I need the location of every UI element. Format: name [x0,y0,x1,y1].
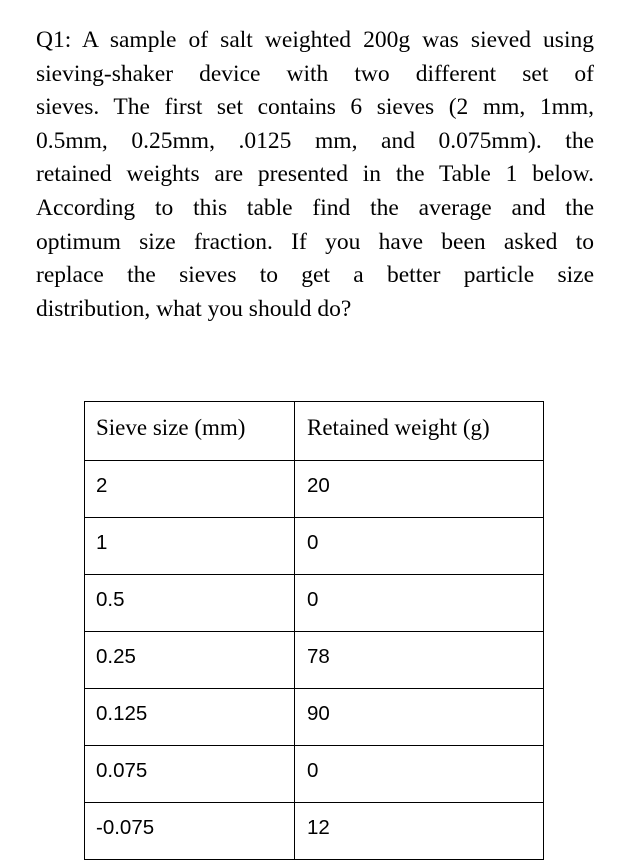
cell-retained-weight: 0 [295,518,544,575]
table-row [85,575,544,632]
cell-sieve-size: -0.075 [85,803,295,860]
cell-sieve-size: 0.075 [85,746,295,803]
table-row [85,746,544,803]
question-line: retained weights are presented in the Table 1 below. [36,161,594,188]
question-line: sieving-shaker device with two different set of [36,60,594,87]
cell-sieve-size: 0.5 [85,575,295,632]
question-line: replace the sieves to get a better particle size [36,262,594,289]
table-row [85,632,544,689]
cell-sieve-size: 1 [85,518,295,575]
table-header-row [85,402,544,461]
table-row [85,689,544,746]
cell-retained-weight: 12 [295,803,544,860]
cell-sieve-size: 2 [85,461,295,518]
question-text [36,24,594,326]
question-line: sieves. The first set contains 6 sieves (2 mm, 1mm, [36,94,594,121]
cell-retained-weight: 78 [295,632,544,689]
question-line: According to this table find the average and the [36,194,594,221]
table-row [85,518,544,575]
header-sieve-size: Sieve size (mm) [85,402,295,461]
cell-retained-weight: 90 [295,689,544,746]
cell-sieve-size: 0.125 [85,689,295,746]
question-line: distribution, what you should do? [36,295,352,322]
sieve-table [84,401,544,860]
question-line: 0.5mm, 0.25mm, .0125 mm, and 0.075mm). the [36,127,594,154]
cell-retained-weight: 0 [295,575,544,632]
cell-sieve-size: 0.25 [85,632,295,689]
header-retained-weight: Retained weight (g) [295,402,544,461]
table-row [85,803,544,860]
table-row [85,461,544,518]
cell-retained-weight: 0 [295,746,544,803]
cell-retained-weight: 20 [295,461,544,518]
question-line: Q1: A sample of salt weighted 200g was sieved using [36,27,594,53]
question-line: optimum size fraction. If you have been asked to [36,228,594,255]
